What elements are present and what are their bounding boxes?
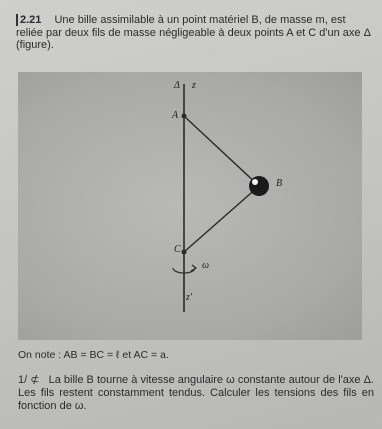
label-point-a: A: [172, 110, 179, 121]
figure: [18, 72, 362, 340]
label-omega: ω: [202, 260, 210, 271]
exercise-number: 2.21: [20, 14, 42, 26]
point-c-dot: [182, 250, 187, 255]
question: [18, 374, 374, 413]
exercise-text: Une bille assimilable à un point matériel B, de masse m, est reliée par deux fils de masse négligeable à deux points A et C d'un axe Δ (figure).: [16, 14, 371, 51]
note: On note : AB = BC = ℓ et AC = a.: [18, 349, 169, 361]
ball-icon: [249, 176, 269, 196]
string-ab: [184, 116, 259, 186]
label-z-top: z: [192, 80, 196, 91]
label-point-c: C: [174, 244, 181, 255]
rotation-arrowhead-icon: [191, 265, 196, 271]
exercise-statement: [16, 14, 372, 52]
string-bc: [184, 186, 259, 252]
ball-highlight: [252, 179, 258, 185]
label-point-b: B: [276, 178, 283, 189]
label-axis: Δ: [174, 80, 180, 91]
question-number: 1/ ⊄: [18, 374, 40, 386]
question-text: La bille B tourne à vitesse angulaire ω constante autour de l'axe Δ. Les fils restent constamment tendus. Calculer les tensions des fils en fonction de ω.: [18, 374, 374, 412]
label-z-bottom: z': [186, 292, 193, 303]
point-a-dot: [182, 114, 187, 119]
